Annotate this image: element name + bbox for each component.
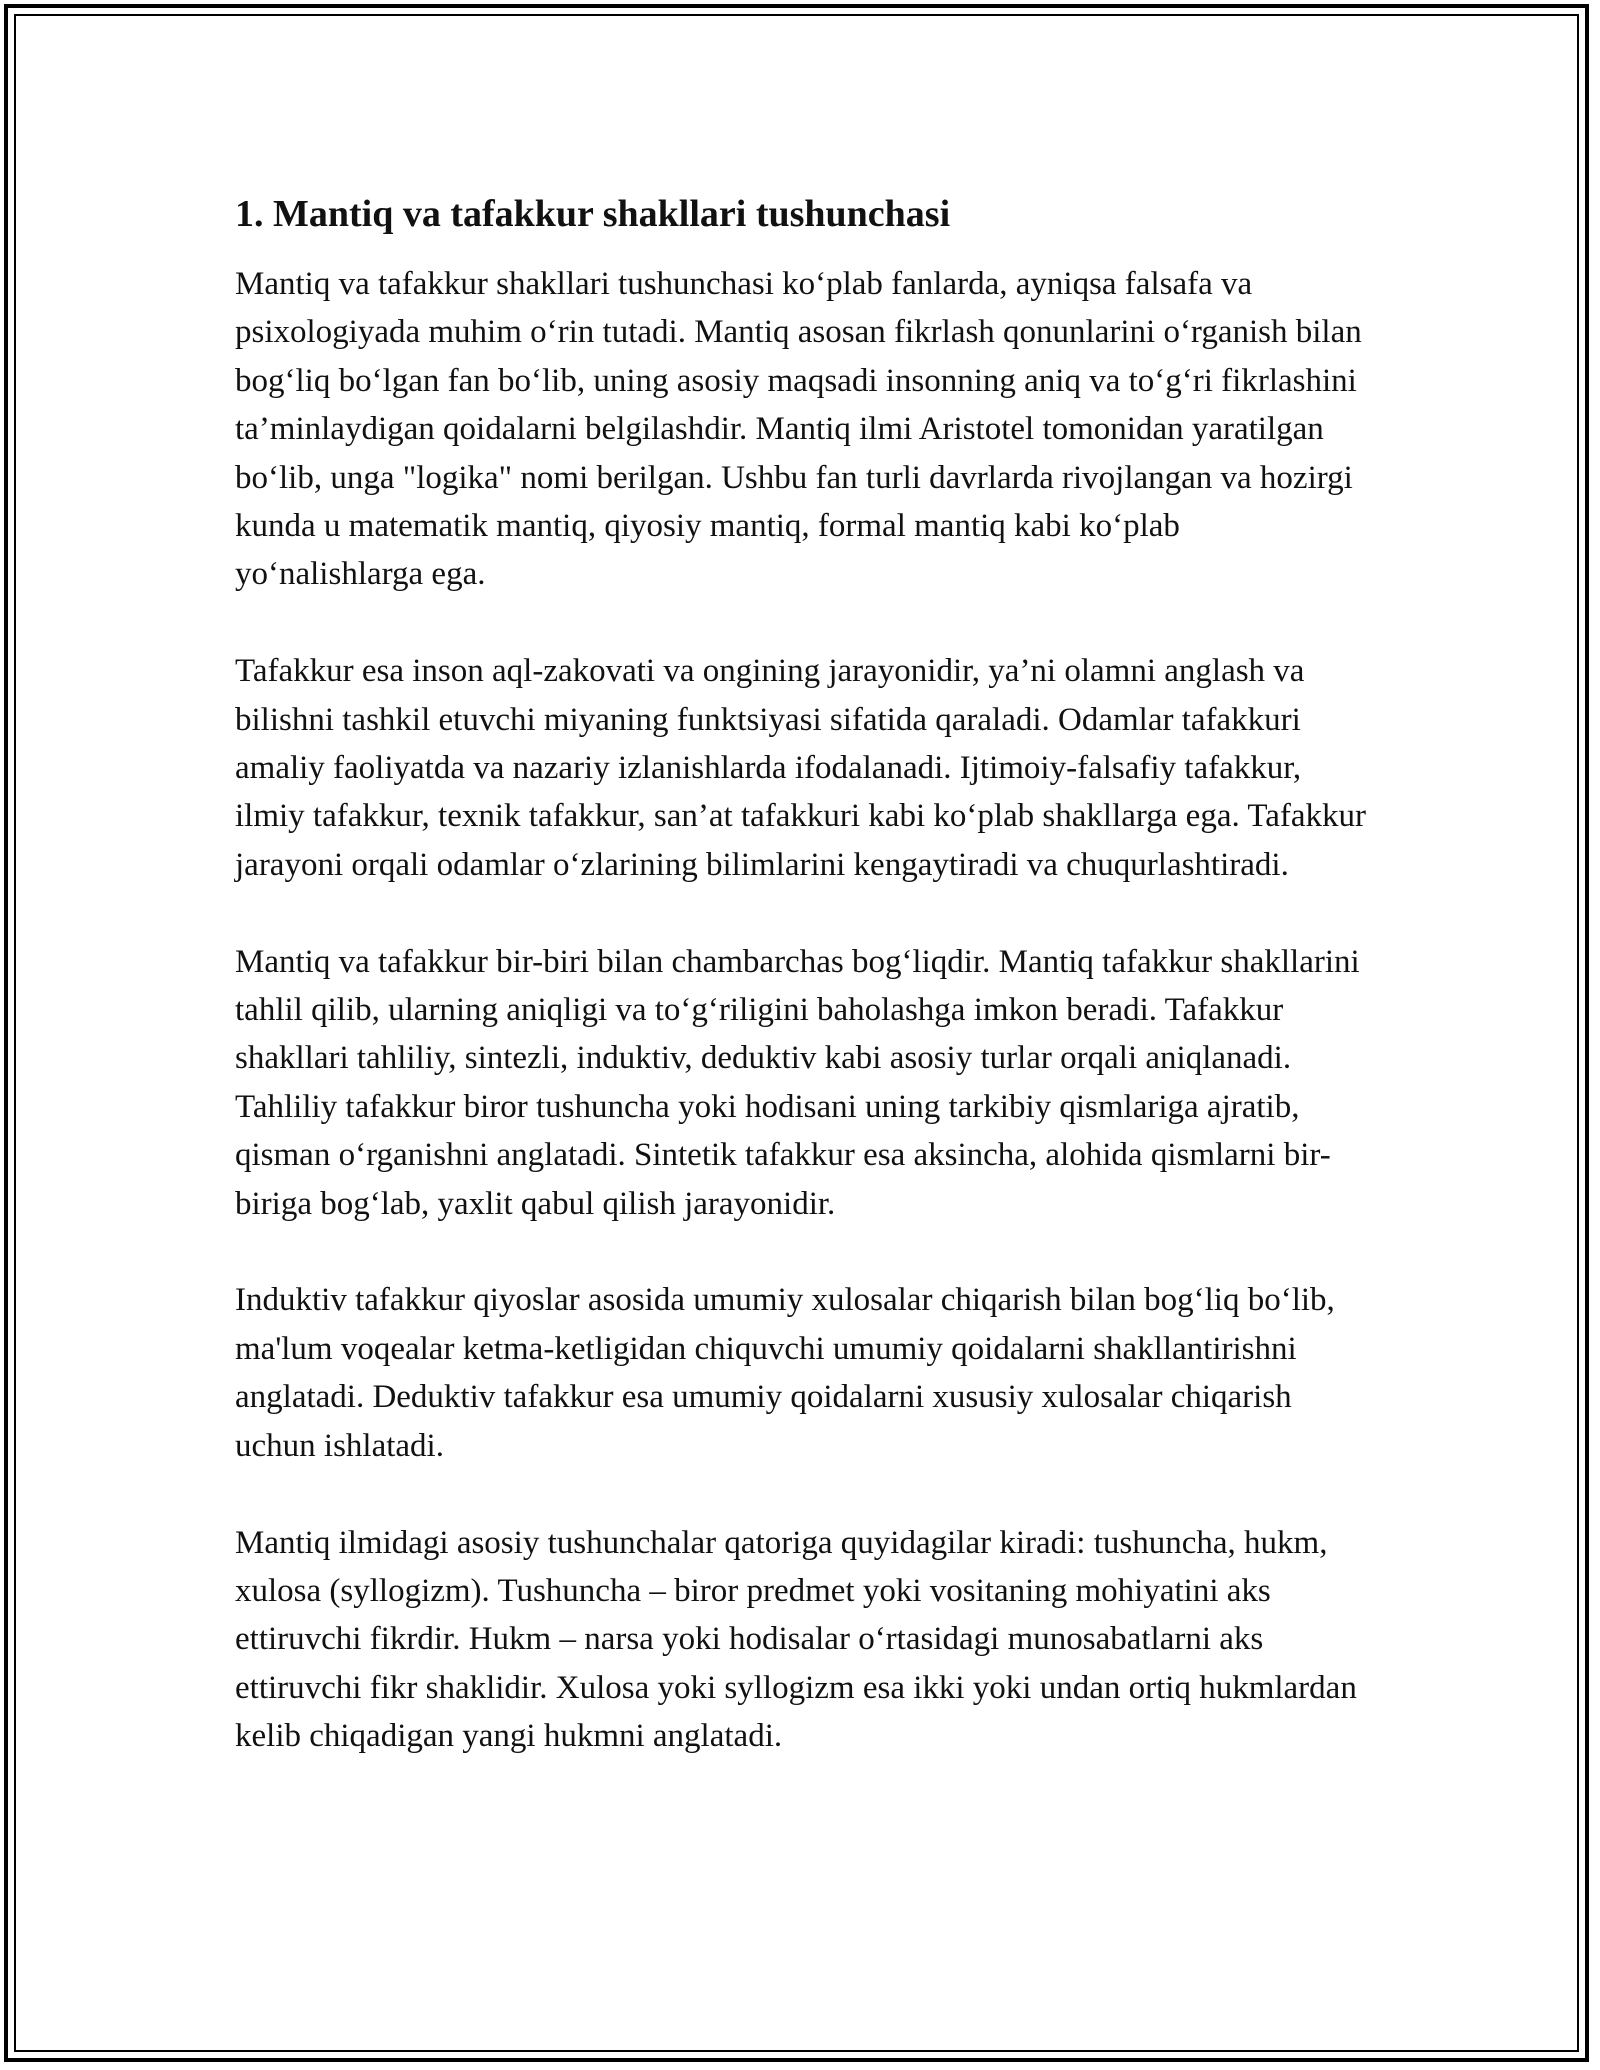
paragraph-5: Mantiq ilmidagi asosiy tushunchalar qatoriga quyidagilar kiradi: tushuncha, hukm, xulosa (syllogizm). Tushuncha – biror predmet yoki vositaning mohiyatini aks ettiruvchi fikrdir. Hukm – narsa yoki hodisalar o‘rtasidagi munosabatlarni aks ettiruvchi fikr shaklidir. Xulosa yoki syllogizm esa ikki yoki undan ortiq hukmlardan kelib chiqadigan yangi hukmni anglatadi. [235,1524,1357,1755]
section-heading: 1. Mantiq va tafakkur shakllari tushunchasi [235,193,951,235]
paragraph-2: Tafakkur esa inson aql-zakovati va ongining jarayonidir, ya’ni olamni anglash va bilishni tashkil etuvchi miyaning funktsiyasi sifatida qaraladi. Odamlar tafakkuri amaliy faoliyatda va nazariy izlanishlarda ifodalanadi. Ijtimoiy-falsafiy tafakkur, ilmiy tafakkur, texnik tafakkur, san’at tafakkuri kabi ko‘plab shakllarga ega. Tafakkur jarayoni orqali odamlar o‘zlarining bilimlarini kengaytiradi va chuqurlashtiradi. [235,653,1367,883]
paragraph-1: Mantiq va tafakkur shakllari tushunchasi ko‘plab fanlarda, ayniqsa falsafa va psixologiyada muhim o‘rin tutadi. Mantiq asosan fikrlash qonunlarini o‘rganish bilan bog‘liq bo‘lgan fan bo‘lib, uning asosiy maqsadi insonning aniq va to‘g‘ri fikrlashini ta’minlaydigan qoidalarni belgilashdir. Mantiq ilmi Aristotel tomonidan yaratilgan bo‘lib, unga "logika" nomi berilgan. Ushbu fan turli davrlarda rivojlangan va hozirgi kunda u matematik mantiq, qiyosiy mantiq, formal mantiq kabi ko‘plab yo‘nalishlarga ega. [235,266,1362,593]
document-body [235,184,1375,1809]
paragraph-3: Mantiq va tafakkur bir-biri bilan chambarchas bog‘liqdir. Mantiq tafakkur shakllarini tahlil qilib, ularning aniqligi va to‘g‘riligini baholashga imkon beradi. Tafakkur shakllari tahliliy, sintezli, induktiv, deduktiv kabi asosiy turlar orqali aniqlanadi. Tahliliy tafakkur biror tushuncha yoki hodisani uning tarkibiy qismlariga ajratib, qisman o‘rganishni anglatadi. Sintetik tafakkur esa aksincha, alohida qismlarni bir-biriga bog‘lab, yaxlit qabul qilish jarayonidir. [235,943,1360,1222]
paragraph-4: Induktiv tafakkur qiyoslar asosida umumiy xulosalar chiqarish bilan bog‘liq bo‘lib, ma'lum voqealar ketma-ketligidan chiquvchi umumiy qoidalarni shakllantirishni anglatadi. Deduktiv tafakkur esa umumiy qoidalarni xususiy xulosalar chiqarish uchun ishlatadi. [235,1282,1335,1464]
